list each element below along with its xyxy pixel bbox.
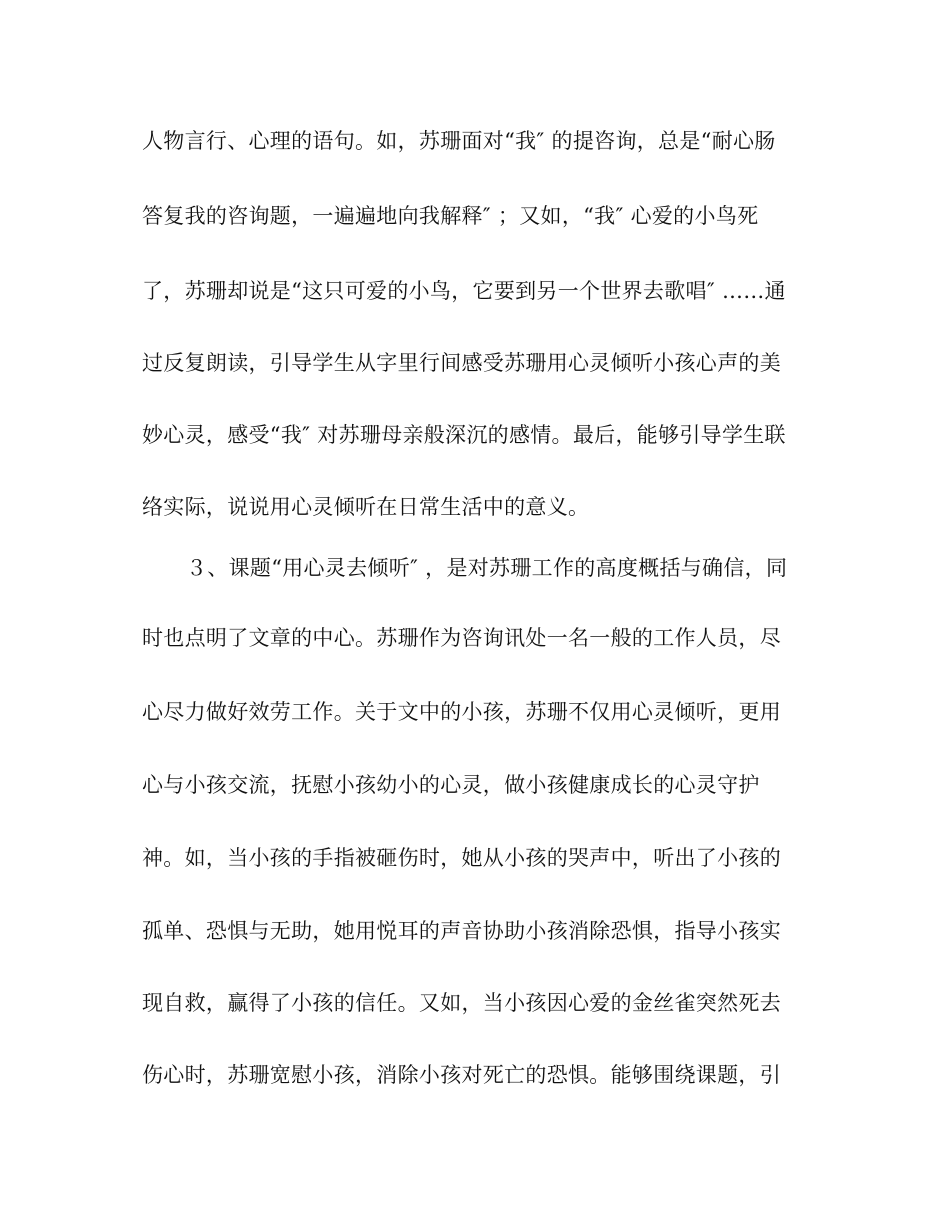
text-line: 心与小孩交流，抚慰小孩幼小的心灵，做小孩健康成长的心灵守护 [142, 773, 760, 797]
text-line: 妙心灵，感受“我″ 对苏珊母亲般深沉的感情。最后，能够引导学生联 [142, 423, 786, 447]
text-line: 现自救，赢得了小孩的信任。又如，当小孩因心爱的金丝雀突然死去 [142, 991, 781, 1015]
text-line: 过反复朗读，引导学生从字里行间感受苏珊用心灵倾听小孩心声的美 [142, 351, 781, 375]
text-line: 了，苏珊却说是“这只可爱的小鸟，它要到另一个世界去歌唱″ ……通 [142, 279, 786, 303]
text-line: 时也点明了文章的中心。苏珊作为咨询讯处一名一般的工作人员，尽 [142, 626, 781, 650]
text-line: 人物言行、心理的语句。如，苏珊面对“我″ 的提咨询，总是“耐心肠 [142, 129, 776, 153]
text-line: 心尽力做好效劳工作。关于文中的小孩，苏珊不仅用心灵倾听，更用 [142, 700, 781, 724]
text-line: 络实际，说说用心灵倾听在日常生活中的意义。 [142, 495, 590, 519]
text-line: 答复我的咨询题，一遍遍地向我解释″ ；又如，“我″ 心爱的小鸟死 [142, 204, 759, 228]
text-line: 伤心时，苏珊宽慰小孩，消除小孩对死亡的恐惧。能够围绕课题，引 [142, 1063, 781, 1087]
text-line: 神。如，当小孩的手指被砸伤时，她从小孩的哭声中，听出了小孩的 [142, 846, 781, 870]
text-line: 孤单、恐惧与无助，她用悦耳的声音协助小孩消除恐惧，指导小孩实 [142, 919, 781, 943]
paragraph-start-line: ３、课题“用心灵去倾听″ ，是对苏珊工作的高度概括与确信，同 [186, 556, 788, 580]
